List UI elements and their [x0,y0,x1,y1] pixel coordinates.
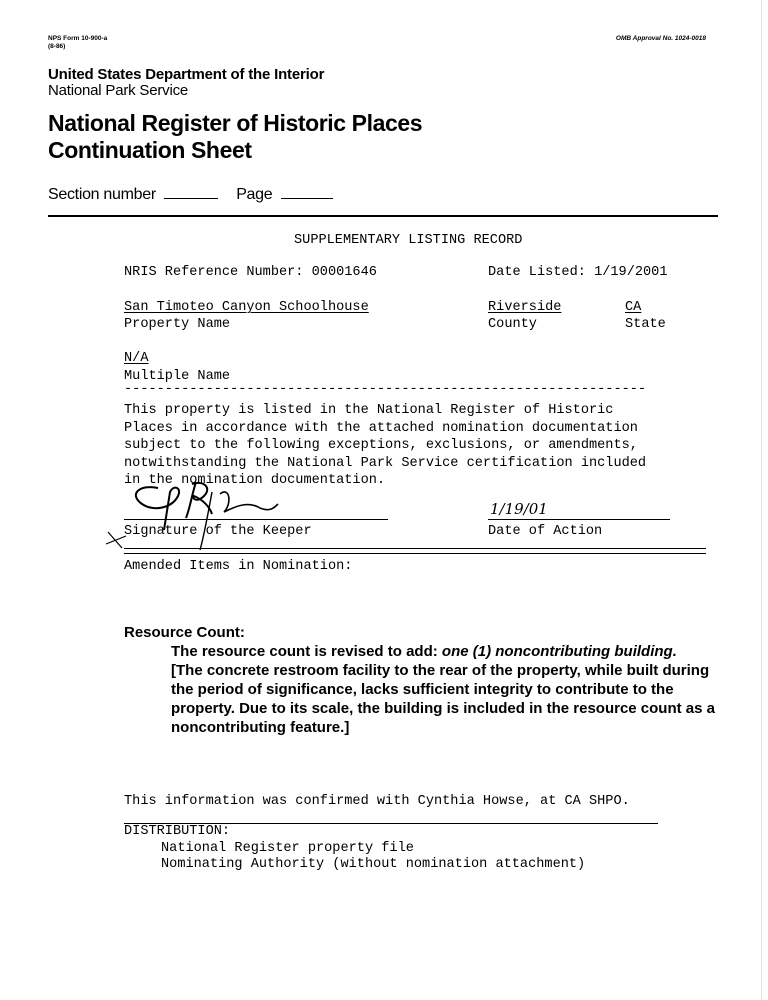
form-identifier [48,35,107,51]
title-line-1: National Register of Historic Places [48,110,423,136]
resource-count-heading: Resource Count: [124,624,245,641]
property-name-value: San Timoteo Canyon Schoolhouse [124,300,369,315]
resource-count-explanation: [The concrete restroom facility to the rear of the property, while built during the period of significance, lacks sufficient integrity to contribute to the property. Due to its scale, the building is included in the resource count as a noncontributing feature.] [171,662,715,736]
dashed-separator: ---------------------------------------------------------------- [124,382,647,397]
record-heading: SUPPLEMENTARY LISTING RECORD [294,233,523,248]
form-number: NPS Form 10-900-a [48,35,108,42]
resource-count-revision [171,642,716,661]
county-label: County [488,317,537,332]
confirmation-note: This information was confirmed with Cynthia Howse, at CA SHPO. [124,794,630,809]
distribution-item: National Register property file [161,841,414,856]
date-of-action-line [488,519,670,520]
amended-items-label: Amended Items in Nomination: [124,559,353,574]
section-number-blank [164,197,218,199]
section-page-row [48,186,333,204]
signature-label: Signature of the Keeper [124,524,312,539]
handwritten-action-date: 1/19/01 [490,500,548,518]
date-listed-value: 1/19/2001 [594,265,668,280]
omb-approval: OMB Approval No. 1024-0018 [615,35,706,42]
nris-row [124,265,377,280]
date-listed-label: Date Listed: [488,265,586,280]
revision-text: The resource count is revised to add: [171,643,442,660]
double-rule [124,548,706,554]
form-revision: (8-86) [48,43,66,50]
section-number-label: Section number [48,186,156,203]
resource-count-body [171,642,716,737]
property-name-label: Property Name [124,317,231,332]
distribution-label: DISTRIBUTION: [124,824,231,839]
page-label: Page [236,186,273,203]
page-edge [761,0,762,1000]
state-label: State [625,317,666,332]
header-rule [48,215,718,217]
revision-italic: one (1) noncontributing building. [441,643,677,660]
distribution-item: Nominating Authority (without nomination attachment) [161,857,586,872]
document-title [48,110,548,164]
date-of-action-label: Date of Action [488,524,603,539]
state-value: CA [625,300,642,315]
county-value: Riverside [488,300,562,315]
nris-label: NRIS Reference Number: [124,265,304,280]
keeper-signature [100,474,400,554]
page-number-blank [281,197,333,199]
date-listed-row [488,265,668,280]
service-name: National Park Service [48,82,189,99]
signature-line [124,519,388,520]
nris-number: 00001646 [311,265,377,280]
multiple-name-label: Multiple Name [124,369,231,384]
department-name: United States Department of the Interior [48,66,325,83]
title-line-2: Continuation Sheet [48,137,252,163]
multiple-name-value: N/A [124,351,149,366]
listing-statement: This property is listed in the National Register of Historic Places in accordance with the attached nomination documentation subject to the following exceptions, exclusions, or amendments, notwithstanding the National Park Service certification included in the nomination documentation. [124,403,647,488]
